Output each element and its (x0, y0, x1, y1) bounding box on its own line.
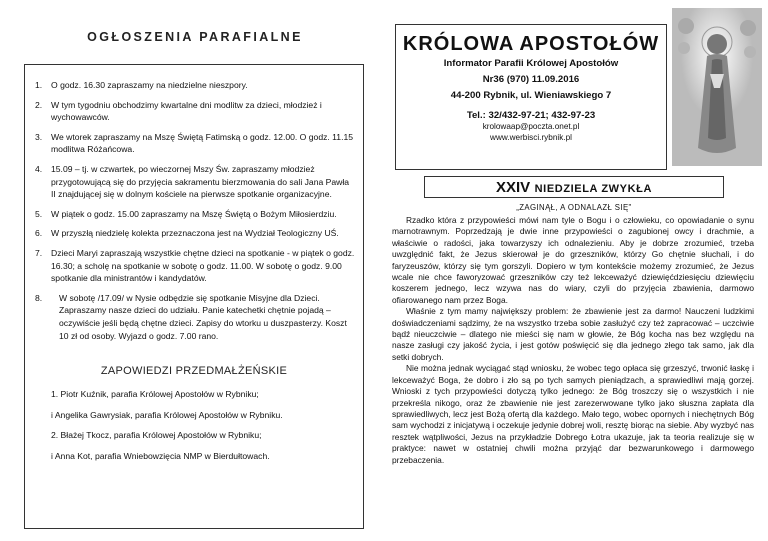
announcements-box (24, 64, 364, 529)
masthead-website: www.werbisci.rybnik.pl (490, 133, 572, 142)
announcement-number: 7. (35, 247, 43, 258)
article-body (392, 215, 754, 466)
sunday-label: NIEDZIELA ZWYKŁA (534, 183, 652, 195)
article-subtitle: „ZAGINĄŁ, A ODNALAZŁ SIĘ" (516, 203, 632, 212)
announcement-item (25, 163, 363, 201)
announcements-title: OGŁOSZENIA PARAFIALNE (87, 30, 303, 44)
banns-item: i Angelika Gawrysiak, parafia Królowej Apostołów w Rybniku. (51, 409, 283, 420)
announcement-number: 1. (35, 80, 43, 90)
announcement-number: 3. (35, 131, 43, 142)
masthead-address: 44-200 Rybnik, ul. Wieniawskiego 7 (450, 90, 612, 101)
announcement-number: 6. (35, 228, 43, 239)
announcement-item (25, 247, 363, 285)
masthead-title: KRÓLOWA APOSTOŁÓW (402, 33, 660, 55)
banns-item: 1. Piotr Kuźnik, parafia Królowej Apostołów w Rybniku; (51, 389, 259, 399)
announcements-list (25, 79, 363, 349)
announcement-number: 5. (35, 208, 43, 219)
masthead-box (395, 24, 667, 170)
sunday-number: XXIV (496, 179, 531, 196)
announcement-text: 15.09 – tj. w czwartek, po wieczornej Mszy Św. zapraszamy młodzież przygotowującą się do przyjęcia sakramentu bierzmowania do sali Jana Pawła II znajdującej się w dolnym kościele na pierwsze spotkanie organizacyjne. (51, 163, 350, 200)
announcement-item (25, 79, 363, 92)
masthead-issue: Nr36 (970) 11.09.2016 (482, 74, 580, 85)
announcement-text: W tym tygodniu obchodzimy kwartalne dni modlitw za dzieci, młodzież i wychowawców. (51, 99, 322, 123)
banns-item: i Anna Kot, parafia Wniebowzięcia NMP w Bierdułtowach. (51, 450, 270, 461)
announcement-text: Dzieci Maryi zapraszają wszystkie chętne dzieci na spotkanie - w piątek o godz. 16.30; a scholę na spotkanie w sobotę o godz. 11.00. W sobotę o godz. 9.00 spotkanie dla ministrantów i kandydatów. (51, 247, 355, 284)
announcement-item (25, 227, 363, 240)
announcement-item (25, 131, 363, 156)
madonna-with-angels-icon (672, 8, 762, 166)
announcement-item (25, 208, 363, 221)
article-paragraph: Rzadko która z przypowieści mówi nam tyle o Bogu i o człowieku, co opowiadanie o synu marnotrawnym. Poprzedzają je dwie inne przypowieści o zagubionej owcy i drachmie, a właściwie o radości, jaka towarzyszy ich odnalezieniu. Aby je dobrze zrozumieć, trzeba uwzględnić fakt, że Jezus skierował je do grzeszników, którzy Go chętnie słuchali, i do faryzeuszów, którzy się tym gorszyli. Dopiero w tym kontekście możemy zrozumieć, że Jezus wcale nie chce faworyzować grzeszników czy też lekceważyć dziewięćdziesięciu dziewięciu koszerem jednego, lecz wzywa nas do wiary, czyli do przyjęcia zbawienia, darmowo ofiarowanego nam przez Boga. (392, 215, 754, 305)
announcement-number: 8. (35, 292, 43, 303)
announcement-text: O godz. 16.30 zapraszamy na niedzielne nieszpory. (51, 80, 248, 90)
masthead-subtitle: Informator Parafii Królowej Apostołów (443, 58, 619, 69)
announcement-number: 4. (35, 163, 43, 174)
announcement-item (25, 292, 363, 342)
announcement-text: We wtorek zapraszamy na Mszę Świętą Fatimską o godz. 12.00. O godz. 11.15 modlitwa Różańcowa. (51, 131, 354, 155)
banns-title: ZAPOWIEDZI PRZEDMAŁŻEŃSKIE (100, 365, 288, 377)
announcement-text: W piątek o godz. 15.00 zapraszamy na Mszę Świętą o Bożym Miłosierdziu. (51, 208, 337, 219)
article-paragraph: Właśnie z tym mamy największy problem: że zbawienie jest za darmo! Nauczeni ludzkimi doświadczeniami sądzimy, że na wszystko trzeba sobie zasłużyć czy też zapracować – uczciwie bądź nieuczciwie – dlatego nie mieści się nam w głowie, że Bóg kocha nas bez względu na nasze zasługi czy jakość życia, i jest gotów poświęcić się dla jednego złego tak samo, jak dla setki dobrych. (392, 306, 754, 362)
announcement-number: 2. (35, 99, 43, 110)
masthead-email: krolowaap@poczta.onet.pl (482, 122, 580, 131)
sunday-box (424, 176, 724, 198)
madonna-image (672, 8, 762, 166)
article-paragraph: Nie można jednak wyciągać stąd wniosku, że wobec tego opłaca się grzeszyć, trwonić łaskę i lekceważyć Boga, że dobro i zło są po tych samych pieniądzach, a sprawiedliwi mają gorzej. Wnioski z tych przypowieści dotyczą tylko jednego: że Bóg troszczy się o wszystkich i nie przekreśla nikogo, oraz że zbawienie nie jest zarezerwowane tylko jako słuszna zapłata dla sprawiedliwych, lecz jest Bożą ofertą dla każdego. Mało tego, wobec opornych i niechętnych Bóg sam wychodzi z inicjatywą i oczekuje jedynie dobrej woli, resztę biorąc na siebie. Aby wyzbyć nas resztek wątpliwości, Jezus na przykładzie Dobrego Łotra ukazuje, jak ta teoria realizuje się w praktyce: nawet w ostatniej chwili można przyjąć dar bezwarunkowego i darmowego przebaczenia. (392, 363, 754, 465)
banns-list (25, 388, 363, 470)
announcement-text: W przyszłą niedzielę kolekta przeznaczona jest na Wydział Teologiczny UŚ. (51, 228, 339, 239)
masthead-phone: Tel.: 32/432-97-21; 432-97-23 (466, 110, 596, 121)
banns-item: 2. Błażej Tkocz, parafia Królowej Apostołów w Rybniku; (51, 430, 262, 441)
announcement-item (25, 99, 363, 124)
announcement-text: W sobotę /17.09/ w Nysie odbędzie się spotkanie Misyjne dla Dzieci. Zapraszamy nasze dzieci do udziału. Panie katechetki chętnie pojadą – oczywiście jeśli będą chętne dzieci. Zapisy do wtorku u duszpasterzy. Koszt 10 zł od osoby. Wyjazd o godz. 7.00 rano. (59, 292, 347, 341)
